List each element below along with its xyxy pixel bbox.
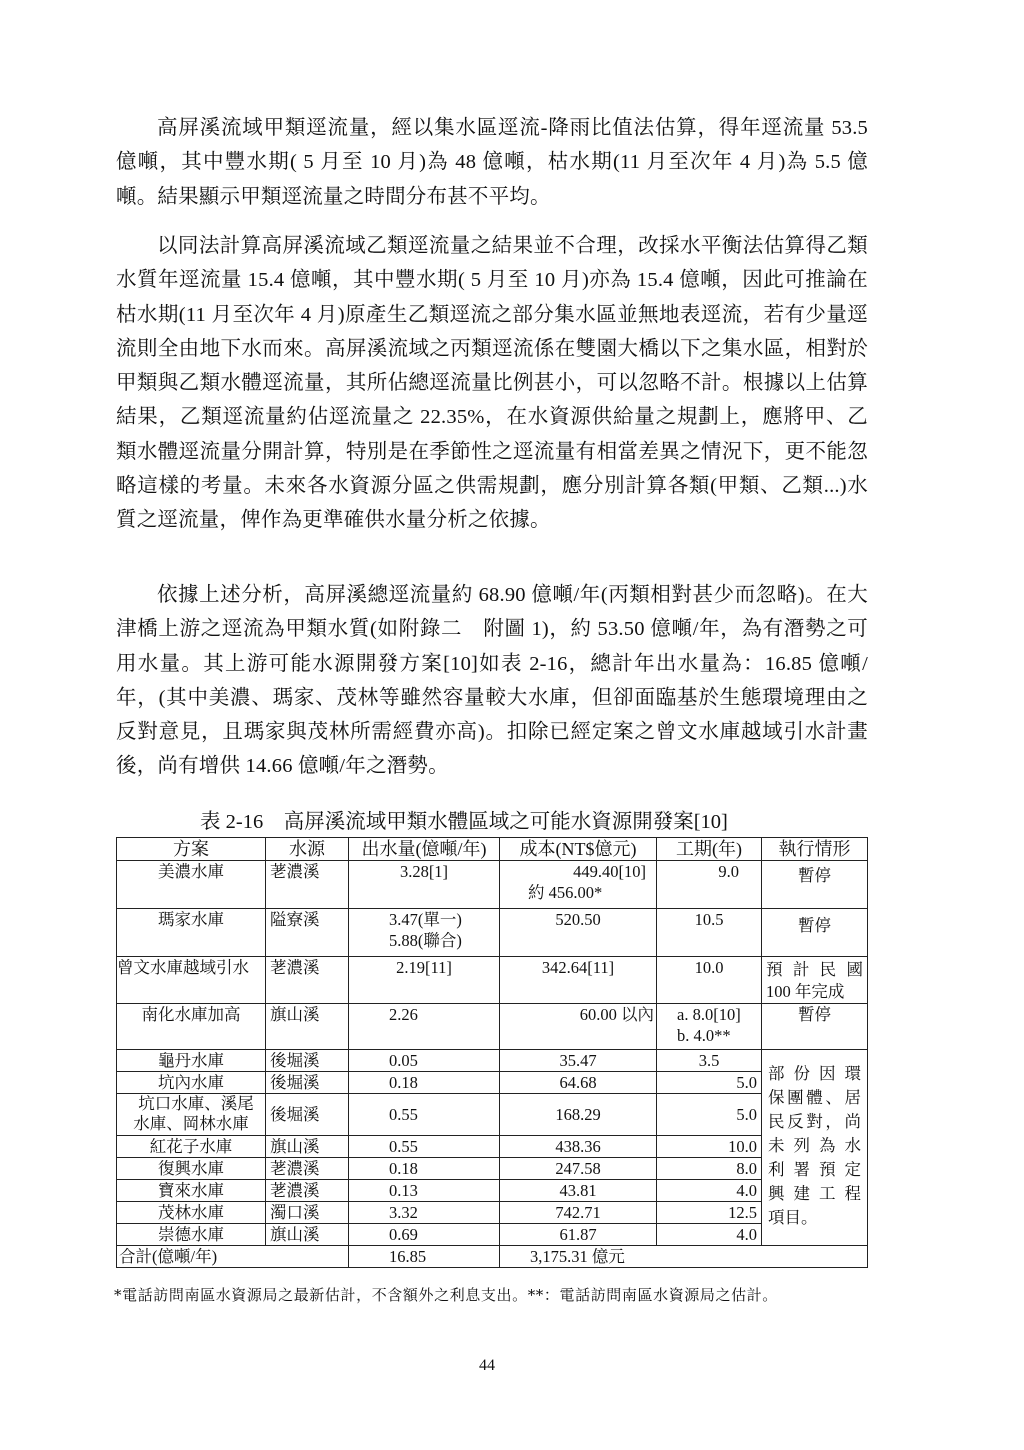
cell-period <box>657 1050 762 1072</box>
cost-value: 64.68 <box>559 1073 597 1092</box>
status-line: 預 計 民 國 <box>766 960 863 979</box>
period-value: a. 8.0[10] <box>677 1005 741 1024</box>
cell-source: 旗山溪 <box>266 1136 349 1158</box>
cell-cost <box>500 1158 657 1180</box>
cell-period <box>657 1180 762 1202</box>
output-value: 0.55 <box>389 1137 418 1156</box>
cell-plan: 崇德水庫 <box>117 1224 266 1246</box>
table-row <box>117 1072 868 1094</box>
period-value: 10.0 <box>694 958 724 977</box>
cell-output <box>349 957 500 1004</box>
cell-plan: 曾文水庫越域引水 <box>117 957 266 1004</box>
status-line: 利 署 預 定 <box>768 1160 861 1179</box>
cell-status: 暫停 <box>762 1004 868 1050</box>
cell-plan <box>117 1094 266 1136</box>
cell-source: 荖濃溪 <box>266 1180 349 1202</box>
output-value: 3.47(單一) <box>389 910 462 929</box>
table-row <box>117 1136 868 1158</box>
total-label: 合計(億噸/年) <box>117 1246 349 1268</box>
cost-value: 35.47 <box>559 1051 597 1070</box>
cost-value: 520.50 <box>555 910 601 929</box>
table-row <box>117 1050 868 1072</box>
cell-output <box>349 909 500 957</box>
cell-cost <box>500 1004 657 1050</box>
cost-value: 438.36 <box>555 1137 601 1156</box>
header-cost: 成本(NT$億元) <box>500 838 657 861</box>
cell-output <box>349 1158 500 1180</box>
cost-value-alt: 約 456.00* <box>528 883 603 902</box>
status-line: 保團體、居 <box>768 1088 861 1107</box>
period-value-alt: b. 4.0** <box>677 1026 731 1045</box>
output-value: 2.26 <box>389 1005 418 1024</box>
table-row <box>117 957 868 1004</box>
output-value: 0.13 <box>389 1181 418 1200</box>
cell-source: 後堀溪 <box>266 1072 349 1094</box>
output-value: 3.32 <box>389 1203 418 1222</box>
cell-cost <box>500 1072 657 1094</box>
cell-output <box>349 1180 500 1202</box>
total-cost: 3,175.31 億元 <box>500 1246 868 1268</box>
period-value: 5.0 <box>736 1105 757 1124</box>
cell-cost <box>500 1136 657 1158</box>
cell-source: 荖濃溪 <box>266 861 349 909</box>
cell-source: 荖濃溪 <box>266 957 349 1004</box>
period-value: 4.0 <box>736 1225 757 1244</box>
cell-plan: 龜丹水庫 <box>117 1050 266 1072</box>
cost-value: 449.40[10] <box>573 862 646 881</box>
table-row <box>117 1158 868 1180</box>
output-value: 0.18 <box>389 1159 418 1178</box>
cell-status <box>762 957 868 1004</box>
cell-source: 後堀溪 <box>266 1094 349 1136</box>
header-source: 水源 <box>266 838 349 861</box>
cell-source: 後堀溪 <box>266 1050 349 1072</box>
status-line: 民反對，尚 <box>768 1112 861 1131</box>
cell-cost <box>500 957 657 1004</box>
period-value: 10.0 <box>728 1137 757 1156</box>
cell-period <box>657 1224 762 1246</box>
cell-output <box>349 1202 500 1224</box>
header-plan: 方案 <box>117 838 266 861</box>
cell-plan: 復興水庫 <box>117 1158 266 1180</box>
output-value: 0.05 <box>389 1051 418 1070</box>
cost-value: 168.29 <box>555 1105 601 1124</box>
cell-source: 荖濃溪 <box>266 1158 349 1180</box>
cell-period <box>657 1158 762 1180</box>
cell-output <box>349 1004 500 1050</box>
cell-period <box>657 1202 762 1224</box>
cell-plan: 紅花子水庫 <box>117 1136 266 1158</box>
cell-period <box>657 1004 762 1050</box>
cell-status: 暫停 <box>762 861 868 909</box>
cell-cost <box>500 1224 657 1246</box>
paragraph-runoff-class-b: 以同法計算高屏溪流域乙類逕流量之結果並不合理，改採水平衡法估算得乙類水質年逕流量 15.4 億噸，其中豐水期( 5 月至 10 月)亦為 15.4 億噸，因此可推論在枯水期(11 月至次年 4 月)原產生乙類逕流之部分集水區並無地表逕流，若有少量逕流則全由地下水而來。高屏溪流域之丙類逕流係在雙園大橋以下之集水區，相對於甲類與乙類水體逕流量，其所佔總逕流量比例甚小，可以忽略不計。根據以上估算結果，乙類逕流量約佔逕流量之 22.35%，在水資源供給量之規劃上，應將甲、乙類水體逕流量分開計算，特別是在季節性之逕流量有相當差異之情況下，更不能忽略這樣的考量。未來各水資源分區之供需規劃，應分別計算各類(甲類、乙類...)水質之逕流量，俾作為更準確供水量分析之依據。 <box>116 235 868 532</box>
cell-status: 暫停 <box>762 909 868 957</box>
cost-value: 742.71 <box>555 1203 601 1222</box>
cell-plan: 瑪家水庫 <box>117 909 266 957</box>
cell-output <box>349 1136 500 1158</box>
cell-cost <box>500 1050 657 1072</box>
output-value: 0.55 <box>389 1105 418 1124</box>
cell-cost <box>500 909 657 957</box>
cost-value: 342.64[11] <box>541 958 615 977</box>
cell-output <box>349 861 500 909</box>
header-output: 出水量(億噸/年) <box>349 838 500 861</box>
cell-plan: 茂林水庫 <box>117 1202 266 1224</box>
output-value: 3.28[1] <box>399 862 449 881</box>
cell-period <box>657 1094 762 1136</box>
table-row <box>117 1004 868 1050</box>
paragraph-analysis-summary: 依據上述分析，高屏溪總逕流量約 68.90 億噸/年(丙類相對甚少而忽略)。在大津橋上游之逕流為甲類水質(如附錄二 附圖 1)，約 53.50 億噸/年，為有潛勢之可用水量。其上游可能水源開發方案[10]如表 2-16，總計年出水量為：16.85 億噸/年，(其中美濃、瑪家、茂林等雖然容量較大水庫，但卻面臨基於生態環境理由之反對意見，且瑪家與茂林所需經費亦高)。扣除已經定案之曾文水庫越域引水計畫後，尚有增供 14.66 億噸/年之潛勢。 <box>116 584 868 778</box>
table-row <box>117 909 868 957</box>
cell-cost <box>500 1180 657 1202</box>
cost-value: 43.81 <box>559 1181 597 1200</box>
cell-cost <box>500 1094 657 1136</box>
cost-value: 61.87 <box>559 1225 597 1244</box>
cell-source: 濁口溪 <box>266 1202 349 1224</box>
output-value: 0.18 <box>389 1073 418 1092</box>
table-footnote: *電話訪問南區水資源局之最新估計，不含額外之利息支出。**：電話訪問南區水資源局之估計。 <box>114 1286 778 1304</box>
cell-merged-status <box>762 1050 868 1246</box>
table-total-row <box>117 1246 868 1268</box>
cell-plan: 坑內水庫 <box>117 1072 266 1094</box>
table-header-row <box>117 838 868 861</box>
cell-period <box>657 957 762 1004</box>
plan-name-line: 水庫、岡林水庫 <box>133 1114 249 1133</box>
cell-cost <box>500 861 657 909</box>
header-period: 工期(年) <box>657 838 762 861</box>
output-value: 0.69 <box>389 1225 418 1244</box>
table-row <box>117 861 868 909</box>
table-row <box>117 1224 868 1246</box>
cell-cost <box>500 1202 657 1224</box>
period-value: 12.5 <box>728 1203 757 1222</box>
output-value-alt: 5.88(聯合) <box>389 931 462 950</box>
cell-output <box>349 1094 500 1136</box>
total-output: 16.85 <box>349 1246 500 1268</box>
period-value: 3.5 <box>698 1051 720 1070</box>
table-row <box>117 1180 868 1202</box>
cell-source: 隘寮溪 <box>266 909 349 957</box>
period-value: 5.0 <box>736 1073 757 1092</box>
water-resource-table <box>116 837 868 1268</box>
cell-plan: 美濃水庫 <box>117 861 266 909</box>
status-line: 興 建 工 程 <box>768 1184 861 1203</box>
period-value: 4.0 <box>736 1181 757 1200</box>
cell-period <box>657 1136 762 1158</box>
status-line: 項目。 <box>768 1208 818 1227</box>
plan-name-line: 坑口水庫、溪尾 <box>138 1094 254 1113</box>
cost-value: 247.58 <box>555 1159 601 1178</box>
cost-value: 60.00 以內 <box>579 1005 654 1024</box>
header-status: 執行情形 <box>762 838 868 861</box>
paragraph-runoff-class-a: 高屏溪流域甲類逕流量，經以集水區逕流-降雨比值法估算，得年逕流量 53.5 億噸，其中豐水期( 5 月至 10 月)為 48 億噸，枯水期(11 月至次年 4 月)為 5.5 億噸。結果顯示甲類逕流量之時間分布甚不平均。 <box>116 117 868 208</box>
cell-output <box>349 1224 500 1246</box>
cell-period <box>657 909 762 957</box>
period-value: 10.5 <box>694 910 724 929</box>
cell-source: 旗山溪 <box>266 1224 349 1246</box>
cell-plan: 南化水庫加高 <box>117 1004 266 1050</box>
cell-output <box>349 1050 500 1072</box>
cell-output <box>349 1072 500 1094</box>
table-row <box>117 1094 868 1136</box>
page-number: 44 <box>479 1357 495 1374</box>
status-line: 未 列 為 水 <box>768 1136 861 1155</box>
cell-source: 旗山溪 <box>266 1004 349 1050</box>
cell-period <box>657 1072 762 1094</box>
cell-period <box>657 861 762 909</box>
period-value: 8.0 <box>736 1159 757 1178</box>
cell-plan: 寶來水庫 <box>117 1180 266 1202</box>
status-line: 100 年完成 <box>766 982 845 1001</box>
period-value: 9.0 <box>718 862 739 881</box>
table-row <box>117 1202 868 1224</box>
status-line: 部 份 因 環 <box>768 1064 861 1083</box>
table-caption: 表 2-16 高屏溪流域甲類水體區域之可能水資源開發案[10] <box>200 811 728 833</box>
output-value: 2.19[11] <box>396 958 452 977</box>
